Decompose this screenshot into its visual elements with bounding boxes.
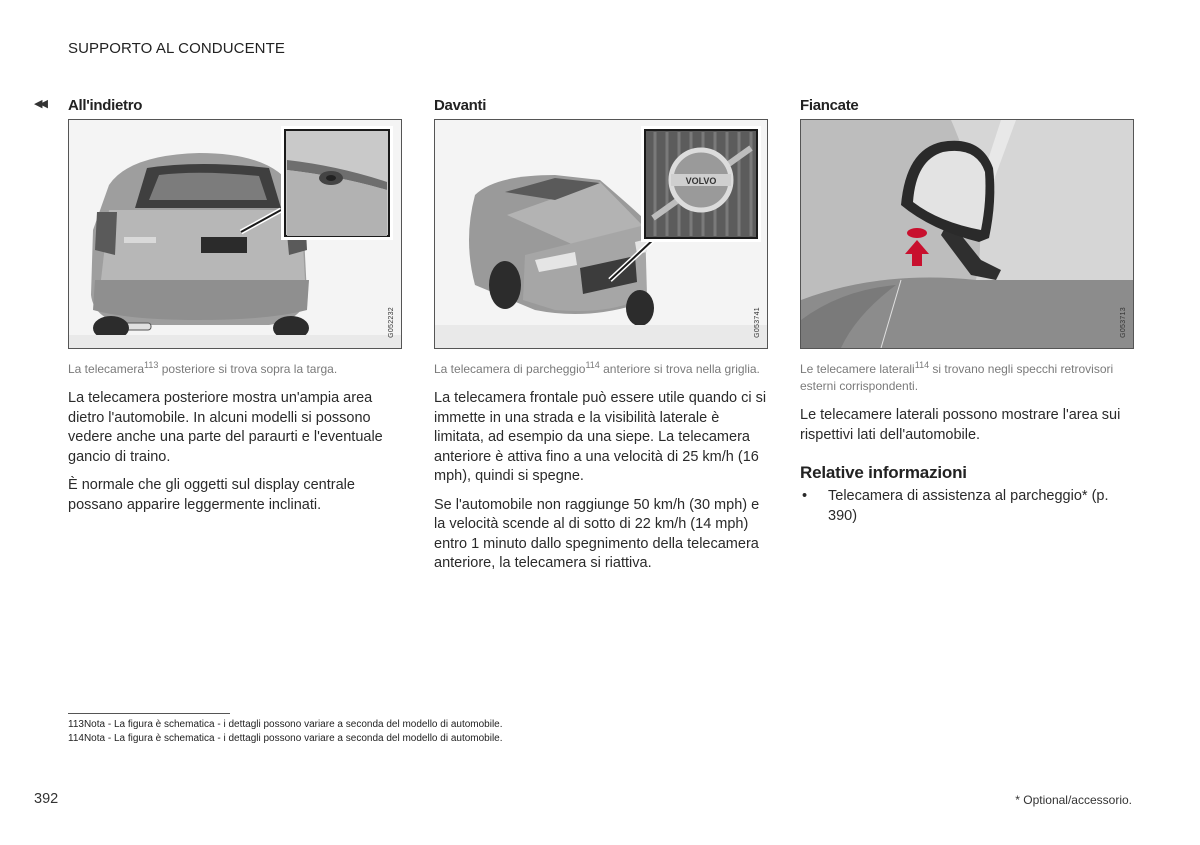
side-camera-figure	[800, 119, 1134, 349]
volvo-badge-text: VOLVO	[685, 176, 717, 186]
body-paragraph: È normale che gli oggetti sul display centrale possano apparire leggermente inclinati.	[68, 477, 355, 513]
figure-code: G053741	[754, 307, 761, 338]
body-paragraph: Le telecamere laterali possono mostrare l'area sui rispettivi lati dell'automobile.	[800, 407, 1121, 443]
section-front-camera	[434, 97, 768, 574]
section-side-cameras	[800, 97, 1134, 526]
front-car-illustration	[435, 120, 767, 348]
related-link[interactable]	[800, 487, 1134, 526]
figure-caption: Le telecamere laterali$^{114}$ si trovano negli specchi retrovisori esterni corrispondenti.	[800, 360, 1114, 393]
section-title: Davanti	[434, 97, 487, 114]
related-link-label[interactable]: Telecamera di assistenza al parcheggio* (p. 390)	[828, 488, 1109, 524]
footnote-divider	[68, 713, 230, 714]
double-left-arrow-icon[interactable]: ◀◀	[34, 98, 45, 110]
rear-camera-figure	[68, 119, 402, 349]
running-header: SUPPORTO AL CONDUCENTE	[68, 40, 285, 57]
body-paragraph: La telecamera posteriore mostra un'ampia area dietro l'automobile. In alcuni modelli si possono vedere anche una parte del paraurti e l'eventuale gancio di traino.	[68, 390, 383, 465]
optional-note: * Optional/accessorio.	[1015, 793, 1132, 807]
body-paragraph: Se l'automobile non raggiunge 50 km/h (30 mph) e la velocità scende al di sotto di 22 km/h (14 mph) entro 1 minuto dallo spegnimento della telecamera anteriore, la telecamera si riattiva.	[434, 496, 760, 571]
body-paragraph: La telecamera frontale può essere utile quando ci si immette in una strada e la visibilità laterale è limitata, ad esempio da una siepe. La telecamera anteriore è attiva fino a una velocità di 25 km/h (16 mph), quindi si spegne.	[434, 390, 767, 484]
front-camera-figure	[434, 119, 768, 349]
footnote: 113Nota - La figura è schematica - i dettagli possono variare a seconda del modello di automobile.	[68, 719, 503, 730]
figure-code: G053713	[1120, 307, 1127, 338]
related-info-title: Relative informazioni	[800, 463, 967, 482]
page-number: 392	[34, 791, 59, 807]
figure-caption: La telecamera di parcheggio$^{114}$ anteriore si trova nella griglia.	[434, 360, 760, 376]
rear-car-illustration	[69, 120, 401, 348]
side-mirror-illustration	[801, 120, 1133, 348]
section-title: Fiancate	[800, 97, 859, 114]
section-title: All'indietro	[68, 97, 143, 114]
bullet-icon: •	[802, 488, 808, 504]
figure-code: G052232	[388, 307, 395, 338]
section-rear-camera	[68, 97, 402, 515]
figure-caption: La telecamera$^{113}$ posteriore si trova sopra la targa.	[68, 360, 338, 376]
footnote: 114Nota - La figura è schematica - i dettagli possono variare a seconda del modello di automobile.	[68, 733, 503, 744]
